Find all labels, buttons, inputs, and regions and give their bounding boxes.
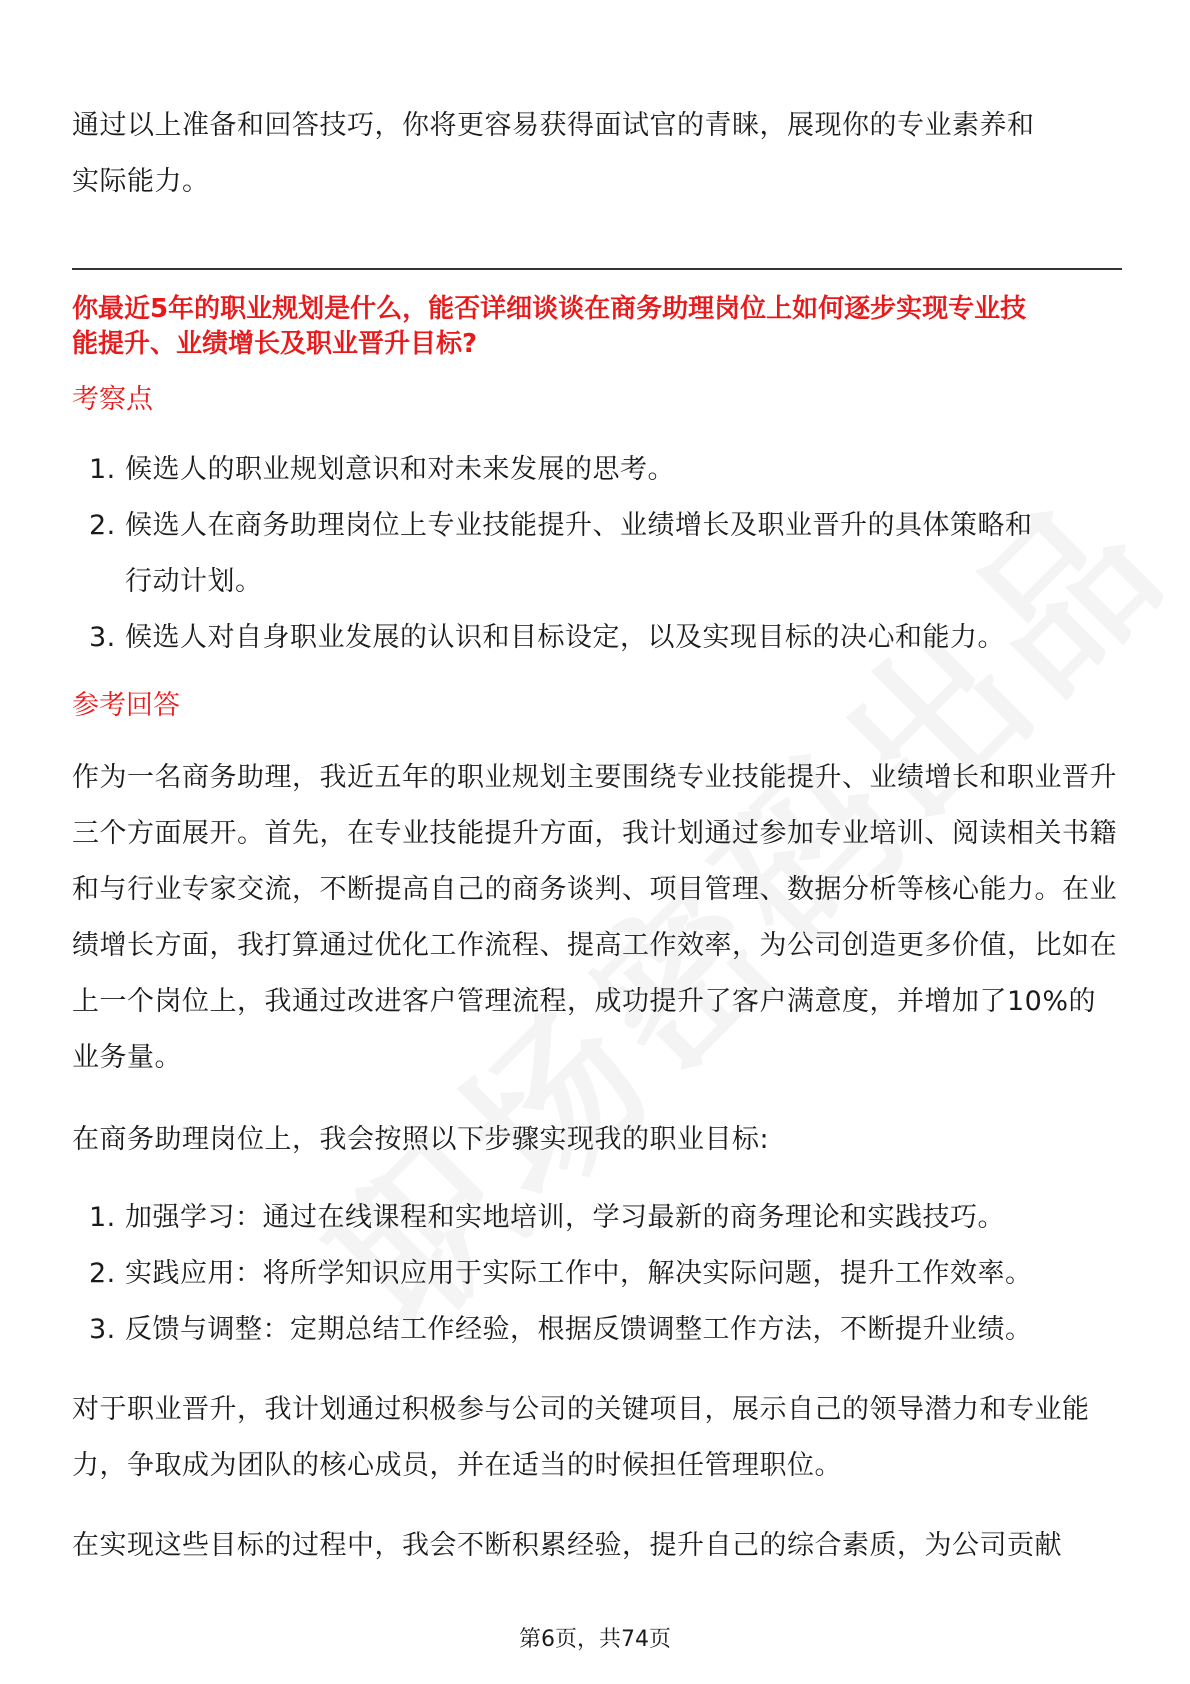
list-item <box>72 1246 1122 1302</box>
list-number: 3. <box>89 1314 116 1345</box>
list-item-text: 候选人对自身职业发展的认识和目标设定，以及实现目标的决心和能力。 <box>125 622 1005 653</box>
list-item-text: 候选人的职业规划意识和对未来发展的思考。 <box>125 454 675 485</box>
list-item <box>72 1302 1122 1358</box>
list-number: 2. <box>89 510 116 541</box>
list-number: 1. <box>89 1202 116 1233</box>
list-item <box>72 498 1122 610</box>
answer-paragraph-1: 作为一名商务助理，我近五年的职业规划主要围绕专业技能提升、业绩增长和职业晋升三个方面展开。首先，在专业技能提升方面，我计划通过参加专业培训、阅读相关书籍和与行业专家交流，不断提高自己的商务谈判、项目管理、数据分析等核心能力。在业绩增长方面，我打算通过优化工作流程、提高工作效率，为公司创造更多价值，比如在上一个岗位上，我通过改进客户管理流程，成功提升了客户满意度，并增加了10%的业务量。 <box>72 762 1117 1073</box>
list-item-text: 候选人在商务助理岗位上专业技能提升、业绩增长及职业晋升的具体策略和行动计划。 <box>125 510 1033 597</box>
list-number: 3. <box>89 622 116 653</box>
list-number: 1. <box>89 454 116 485</box>
page-content <box>72 98 1122 1574</box>
page-footer: 第6页，共74页 <box>519 1627 671 1652</box>
key-points-heading: 考察点 <box>72 384 153 415</box>
list-number: 2. <box>89 1258 116 1289</box>
answer-paragraph-3: 对于职业晋升，我计划通过积极参与公司的关键项目，展示自己的领导潜力和专业能力，争取成为团队的核心成员，并在适当的时候担任管理职位。 <box>72 1394 1090 1481</box>
steps-list <box>72 1190 1122 1358</box>
list-item <box>72 442 1122 498</box>
intro-paragraph: 通过以上准备和回答技巧，你将更容易获得面试官的青睐，展现你的专业素养和实际能力。 <box>72 110 1035 197</box>
list-item-text: 反馈与调整：定期总结工作经验，根据反馈调整工作方法，不断提升业绩。 <box>125 1314 1033 1345</box>
list-item <box>72 1190 1122 1246</box>
key-points-list <box>72 442 1122 666</box>
question-title: 你最近5年的职业规划是什么，能否详细谈谈在商务助理岗位上如何逐步实现专业技能提升、业绩增长及职业晋升目标? <box>72 294 1027 359</box>
list-item-text: 实践应用：将所学知识应用于实际工作中，解决实际问题，提升工作效率。 <box>125 1258 1033 1289</box>
answer-paragraph-2: 在商务助理岗位上，我会按照以下步骤实现我的职业目标: <box>72 1124 770 1155</box>
answer-heading: 参考回答 <box>72 690 180 721</box>
list-item-text: 加强学习：通过在线课程和实地培训，学习最新的商务理论和实践技巧。 <box>125 1202 1005 1233</box>
answer-paragraph-4: 在实现这些目标的过程中，我会不断积累经验，提升自己的综合素质，为公司贡献 <box>72 1530 1062 1561</box>
list-item <box>72 610 1122 666</box>
